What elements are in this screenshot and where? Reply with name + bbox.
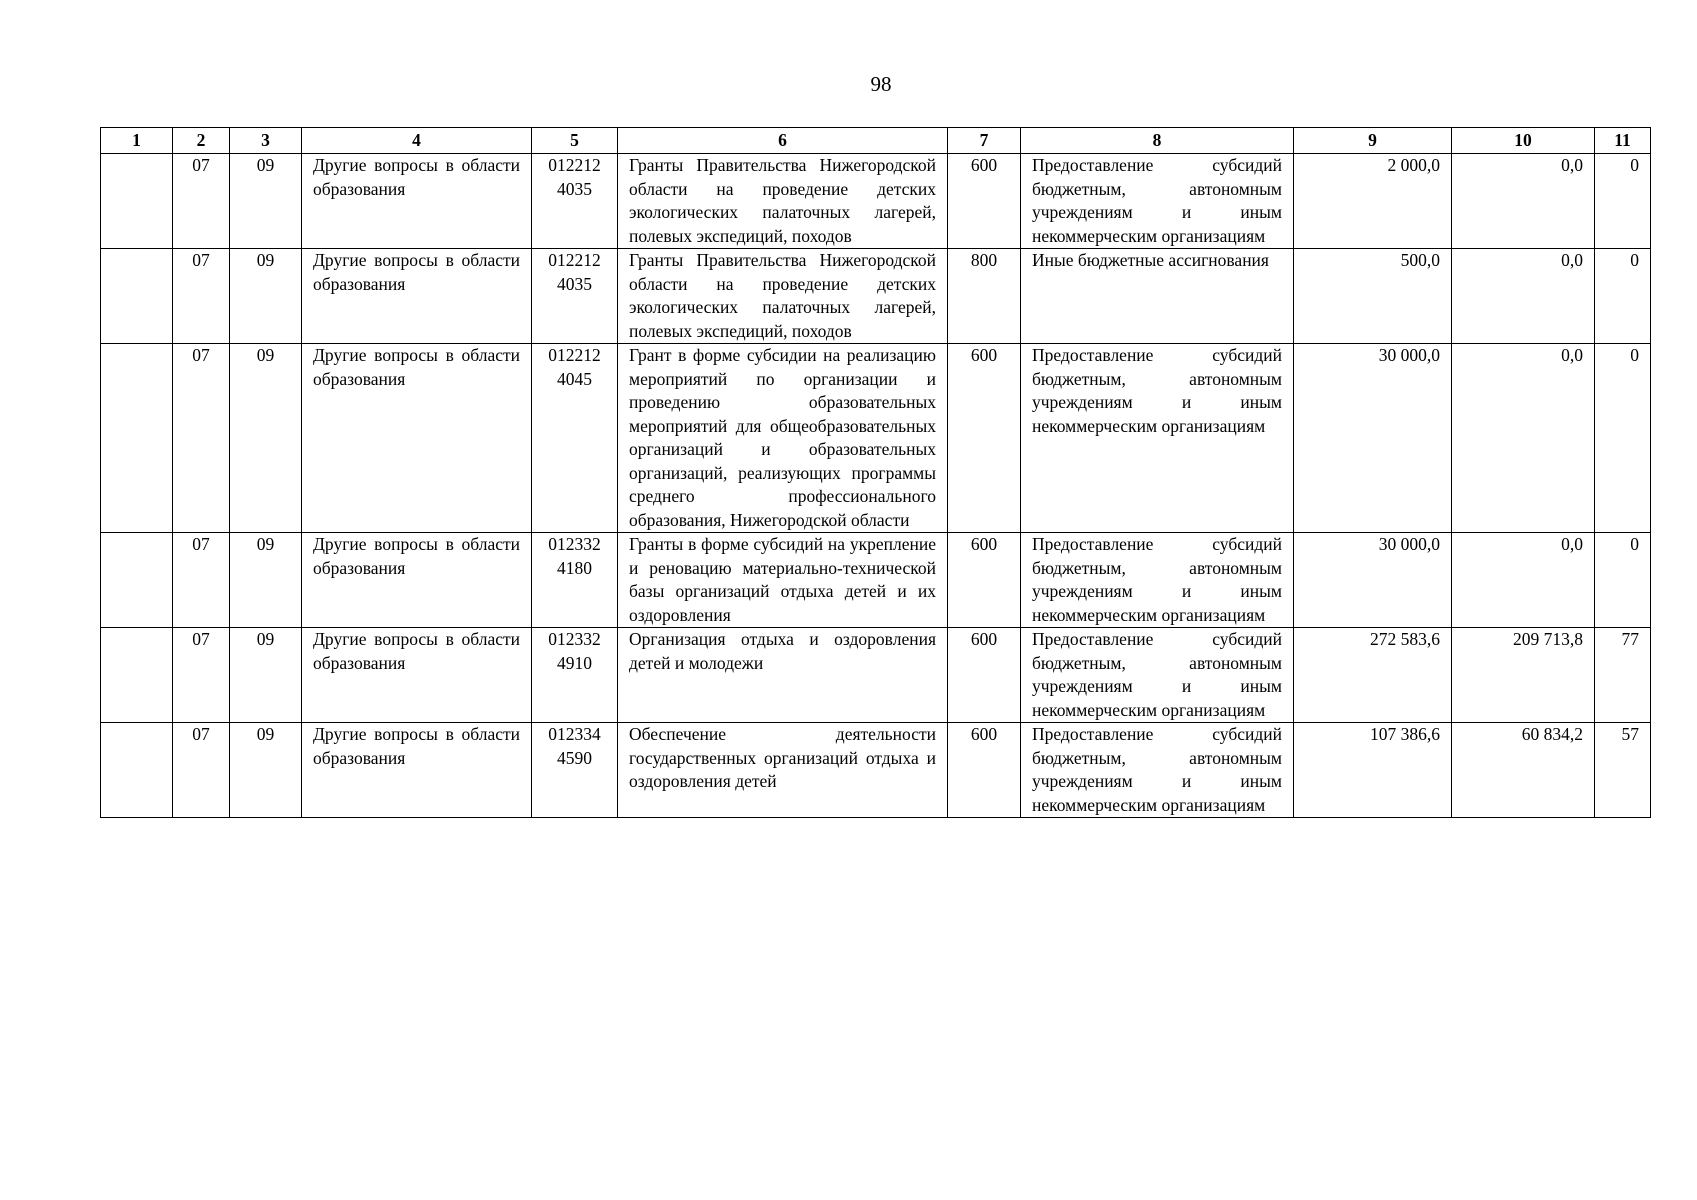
cell-target-name: Организация отдыха и оздоровления детей и молодежи [618, 628, 948, 723]
cell-subsection: 09 [230, 533, 302, 628]
cell-section: 07 [173, 344, 230, 533]
cell-col-1 [101, 723, 173, 818]
cell-percent: 77 [1595, 628, 1651, 723]
target-code-part-1: 012212 [548, 345, 601, 365]
header-col-10: 10 [1452, 128, 1595, 154]
cell-expense-type: 600 [948, 628, 1021, 723]
target-code-part-2: 4180 [557, 557, 592, 578]
cell-section-name: Другие вопросы в области образования [302, 154, 532, 249]
cell-expense-name: Иные бюджетные ассигнования [1021, 249, 1294, 344]
cell-col-1 [101, 154, 173, 249]
cell-expense-name: Предоставление субсидий бюджетным, автономным учреждениям и иным некоммерческим организациям [1021, 723, 1294, 818]
cell-section: 07 [173, 533, 230, 628]
target-code-part-1: 012332 [548, 629, 601, 649]
cell-executed: 0,0 [1452, 533, 1595, 628]
target-code-part-1: 012332 [548, 534, 601, 554]
header-col-11: 11 [1595, 128, 1651, 154]
header-col-1: 1 [101, 128, 173, 154]
cell-executed: 0,0 [1452, 154, 1595, 249]
cell-planned: 30 000,0 [1294, 533, 1452, 628]
cell-target-code [532, 628, 618, 723]
cell-section-name: Другие вопросы в области образования [302, 628, 532, 723]
cell-section-name: Другие вопросы в области образования [302, 344, 532, 533]
cell-percent: 0 [1595, 533, 1651, 628]
cell-expense-type: 600 [948, 154, 1021, 249]
cell-target-name: Грант в форме субсидии на реализацию мероприятий по организации и проведению образовательных мероприятий для общеобразовательных организаций и образовательных организаций, реализующих программы среднего профессионального образования, Нижегородской области [618, 344, 948, 533]
header-col-3: 3 [230, 128, 302, 154]
target-code-part-1: 012334 [548, 724, 601, 744]
target-code-part-1: 012212 [548, 155, 601, 175]
target-code-part-2: 4910 [557, 652, 592, 673]
table-row [101, 344, 1651, 533]
header-col-6: 6 [618, 128, 948, 154]
header-col-2: 2 [173, 128, 230, 154]
cell-target-code [532, 533, 618, 628]
cell-section-name: Другие вопросы в области образования [302, 723, 532, 818]
cell-expense-type: 600 [948, 533, 1021, 628]
cell-section: 07 [173, 154, 230, 249]
cell-target-name: Гранты Правительства Нижегородской области на проведение детских экологических палаточных лагерей, полевых экспедиций, походов [618, 154, 948, 249]
table-row [101, 723, 1651, 818]
cell-target-code [532, 249, 618, 344]
cell-section: 07 [173, 628, 230, 723]
cell-percent: 0 [1595, 154, 1651, 249]
cell-col-1 [101, 533, 173, 628]
target-code-part-2: 4035 [557, 273, 592, 294]
cell-planned: 30 000,0 [1294, 344, 1452, 533]
cell-section-name: Другие вопросы в области образования [302, 533, 532, 628]
table-row [101, 154, 1651, 249]
cell-expense-name: Предоставление субсидий бюджетным, автономным учреждениям и иным некоммерческим организациям [1021, 154, 1294, 249]
cell-col-1 [101, 628, 173, 723]
cell-subsection: 09 [230, 249, 302, 344]
cell-target-name: Гранты Правительства Нижегородской области на проведение детских экологических палаточных лагерей, полевых экспедиций, походов [618, 249, 948, 344]
cell-executed: 209 713,8 [1452, 628, 1595, 723]
cell-subsection: 09 [230, 154, 302, 249]
cell-target-code [532, 154, 618, 249]
cell-subsection: 09 [230, 344, 302, 533]
cell-planned: 107 386,6 [1294, 723, 1452, 818]
table-row [101, 533, 1651, 628]
target-code-part-1: 012212 [548, 250, 601, 270]
cell-section: 07 [173, 723, 230, 818]
cell-executed: 60 834,2 [1452, 723, 1595, 818]
cell-percent: 0 [1595, 249, 1651, 344]
header-col-7: 7 [948, 128, 1021, 154]
cell-planned: 2 000,0 [1294, 154, 1452, 249]
budget-table [100, 127, 1651, 818]
cell-executed: 0,0 [1452, 249, 1595, 344]
header-col-9: 9 [1294, 128, 1452, 154]
cell-target-name: Гранты в форме субсидий на укрепление и реновацию материально-технической базы организаций отдыха детей и их оздоровления [618, 533, 948, 628]
cell-subsection: 09 [230, 723, 302, 818]
target-code-part-2: 4045 [557, 368, 592, 389]
cell-expense-name: Предоставление субсидий бюджетным, автономным учреждениям и иным некоммерческим организациям [1021, 344, 1294, 533]
cell-percent: 0 [1595, 344, 1651, 533]
cell-percent: 57 [1595, 723, 1651, 818]
target-code-part-2: 4590 [557, 747, 592, 768]
cell-expense-name: Предоставление субсидий бюджетным, автономным учреждениям и иным некоммерческим организациям [1021, 628, 1294, 723]
header-col-5: 5 [532, 128, 618, 154]
cell-col-1 [101, 344, 173, 533]
cell-expense-type: 600 [948, 723, 1021, 818]
header-col-4: 4 [302, 128, 532, 154]
cell-executed: 0,0 [1452, 344, 1595, 533]
table-row [101, 628, 1651, 723]
cell-planned: 272 583,6 [1294, 628, 1452, 723]
page-number: 98 [870, 72, 892, 96]
cell-target-code [532, 723, 618, 818]
cell-expense-type: 800 [948, 249, 1021, 344]
cell-section: 07 [173, 249, 230, 344]
header-col-8: 8 [1021, 128, 1294, 154]
table-row [101, 249, 1651, 344]
cell-col-1 [101, 249, 173, 344]
cell-planned: 500,0 [1294, 249, 1452, 344]
table-header-row [101, 128, 1651, 154]
target-code-part-2: 4035 [557, 178, 592, 199]
cell-expense-type: 600 [948, 344, 1021, 533]
cell-subsection: 09 [230, 628, 302, 723]
cell-expense-name: Предоставление субсидий бюджетным, автономным учреждениям и иным некоммерческим организациям [1021, 533, 1294, 628]
cell-section-name: Другие вопросы в области образования [302, 249, 532, 344]
cell-target-code [532, 344, 618, 533]
cell-target-name: Обеспечение деятельности государственных организаций отдыха и оздоровления детей [618, 723, 948, 818]
